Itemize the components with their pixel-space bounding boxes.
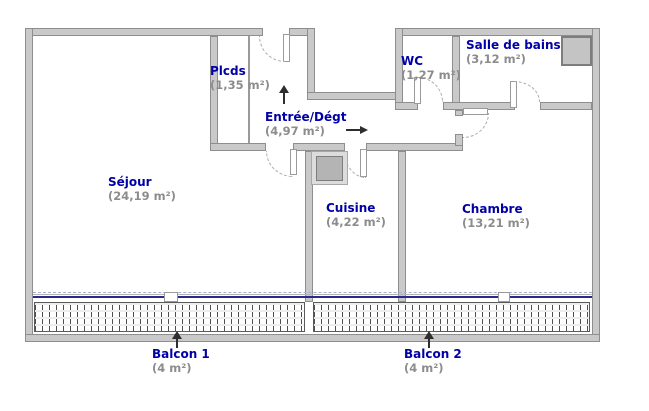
room-label-sejour: [108, 175, 176, 203]
chambre-door-jamb-bottom: [455, 134, 463, 146]
entrance-door-arc: [259, 36, 285, 62]
top-wall-mid: [289, 28, 308, 36]
wc-name: WC: [401, 54, 424, 68]
chambre-door-jamb-top: [455, 110, 463, 116]
room-label-entree: [265, 110, 346, 138]
entree-name: Entrée/Dégt: [265, 110, 347, 124]
room-label-cuisine: [326, 201, 386, 229]
sejour-area: (24,19 m²): [108, 189, 176, 203]
salle-de-bains-area: (3,12 m²): [466, 52, 526, 66]
chambre-area: (13,21 m²): [462, 216, 530, 230]
sejour-door-arc: [266, 151, 293, 177]
balcon2-name: Balcon 2: [404, 347, 462, 361]
notch-left-wall: [307, 28, 315, 100]
balcon1-name: Balcon 1: [152, 347, 210, 361]
corridor-wall-b: [293, 143, 345, 151]
entree-right-arrow-icon: [360, 126, 368, 134]
bath-bottom-wall-c: [540, 102, 592, 110]
chambre-door-arc: [463, 113, 489, 138]
left-wall: [25, 28, 33, 342]
entree-area: (4,97 m²): [265, 124, 325, 138]
window-frame-stub-right: [498, 292, 510, 302]
bottom-wall: [25, 334, 600, 342]
cuisine-area: (4,22 m²): [326, 215, 386, 229]
entree-right-arrow-line: [346, 129, 360, 131]
wc-area: (1,27 m²): [401, 68, 461, 82]
room-label-salle-de-bains: [466, 38, 561, 66]
bath-door-arc: [514, 81, 540, 102]
room-label-chambre: [462, 202, 530, 230]
top-wall-left: [25, 28, 263, 36]
room-label-plcds: [210, 64, 270, 92]
notch-bottom-wall: [307, 92, 403, 100]
right-wall: [592, 28, 600, 342]
balcon1-area: (4 m²): [152, 361, 192, 375]
plcds-area: (1,35 m²): [210, 78, 270, 92]
balcon2-deck: [313, 302, 590, 332]
salle-de-bains-name: Salle de bains: [466, 38, 561, 52]
cuisine-name: Cuisine: [326, 201, 376, 215]
balcon1-deck: [34, 302, 305, 332]
chambre-name: Chambre: [462, 202, 523, 216]
room-label-balcon1: [152, 347, 210, 375]
plcds-left-wall: [210, 36, 218, 151]
cuisine-chambre-wall: [398, 151, 406, 302]
entree-up-arrow-line: [283, 92, 285, 104]
balcon2-area: (4 m²): [404, 361, 444, 375]
bath-shower-fixture: [561, 36, 592, 66]
corridor-wall-a: [210, 143, 266, 151]
window-frame-stub-left: [164, 292, 178, 302]
top-wall-right: [395, 28, 600, 36]
corridor-wall-c: [366, 143, 463, 151]
sejour-name: Séjour: [108, 175, 152, 189]
room-label-wc: [401, 54, 461, 82]
room-label-balcon2: [404, 347, 462, 375]
plcds-name: Plcds: [210, 64, 246, 78]
cuisine-duct-fixture-inner: [316, 156, 343, 181]
